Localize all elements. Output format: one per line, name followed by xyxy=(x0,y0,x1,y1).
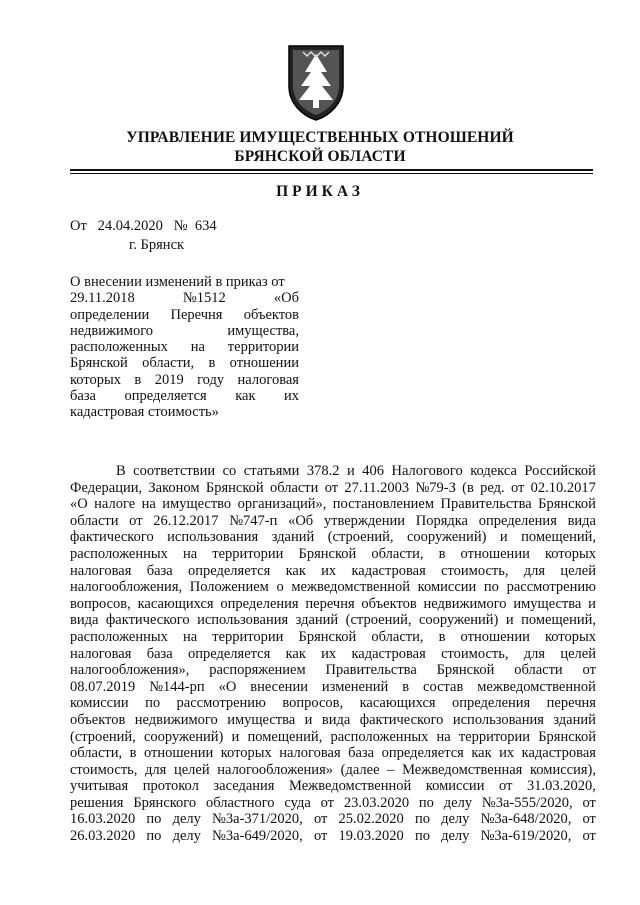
word: которых xyxy=(544,545,596,562)
word: Положением xyxy=(189,579,269,596)
word: кодекса xyxy=(470,463,517,479)
body-line xyxy=(70,480,596,497)
word: от xyxy=(320,794,335,811)
word: суда xyxy=(284,794,311,811)
word: делу xyxy=(172,828,201,845)
word: от xyxy=(129,512,143,529)
body-line xyxy=(70,679,596,696)
word: от xyxy=(510,479,525,496)
word: и xyxy=(347,463,355,479)
word: зданий xyxy=(553,711,596,728)
word: 25.02.2020 xyxy=(338,811,404,828)
word: по xyxy=(483,579,499,596)
word: заседания xyxy=(213,778,275,795)
word: которых xyxy=(70,371,122,388)
word: территории xyxy=(212,628,284,645)
word: недвижимого xyxy=(70,322,154,339)
word: областного xyxy=(205,794,275,811)
body-line xyxy=(70,612,596,629)
word: от xyxy=(582,828,596,845)
word: определяется xyxy=(187,645,271,662)
word: по xyxy=(146,811,162,828)
word: которых xyxy=(220,745,272,762)
word: налоге xyxy=(94,496,136,513)
word: №144-рп xyxy=(149,678,205,695)
word: по xyxy=(414,828,430,845)
word: году xyxy=(197,371,225,388)
word: расположенных xyxy=(70,628,168,645)
word: Брянской xyxy=(205,479,264,496)
word: стоимость, xyxy=(70,761,138,778)
word: определения xyxy=(452,695,531,712)
body-line xyxy=(70,463,596,480)
body-line xyxy=(70,579,596,596)
word: вопросов, xyxy=(70,595,131,612)
word: Брянской xyxy=(70,355,128,372)
word: в xyxy=(134,371,142,388)
word: «О xyxy=(70,496,88,513)
body-line xyxy=(70,662,596,679)
word: комиссии xyxy=(70,695,129,712)
word: кадастровая xyxy=(521,745,596,762)
word: для xyxy=(523,645,546,662)
word: объектов xyxy=(243,306,299,323)
word: Правительства xyxy=(325,662,417,679)
word: рассмотрению xyxy=(506,579,596,596)
word: отношении xyxy=(460,628,530,645)
word: вида xyxy=(567,512,596,529)
header-rule-thin xyxy=(70,173,593,174)
order-subject xyxy=(70,274,299,421)
word: отношении xyxy=(460,545,530,562)
body-line xyxy=(70,795,596,812)
word: №3а-555/2020, xyxy=(481,794,573,811)
word: от xyxy=(313,828,328,845)
word: Законом xyxy=(148,479,200,496)
word: фактического xyxy=(105,612,190,629)
word: 27.11.2003 xyxy=(344,479,410,496)
word: фактического xyxy=(359,711,444,728)
word: области xyxy=(269,479,319,496)
word: налогообложения», xyxy=(70,662,190,679)
word: комиссия), xyxy=(530,761,596,778)
word: объектов xyxy=(70,711,126,728)
body-line xyxy=(70,529,596,546)
body-line xyxy=(70,563,596,580)
word: №1512 xyxy=(182,290,226,307)
word: о xyxy=(276,579,284,596)
word: вида xyxy=(321,711,351,728)
word: 16.03.2020 xyxy=(70,811,136,828)
word: от xyxy=(499,778,513,795)
body-line xyxy=(70,778,596,795)
word: определении xyxy=(70,306,150,323)
word: имущества, xyxy=(227,322,299,339)
word: как xyxy=(235,388,256,405)
bryansk-coat-of-arms-icon xyxy=(281,40,351,122)
word: Федерации, xyxy=(70,479,143,496)
word: по xyxy=(414,811,430,828)
word: Брянской xyxy=(298,628,357,645)
word: в xyxy=(438,628,446,645)
body-line xyxy=(70,745,596,762)
word: вида xyxy=(70,612,99,629)
word: ред. xyxy=(480,479,505,496)
word: статьями xyxy=(243,463,300,479)
word: со xyxy=(222,463,237,479)
word: Брянской xyxy=(436,662,495,679)
word: отношении xyxy=(229,355,299,372)
word: недвижимого xyxy=(423,595,507,612)
word: Брянской xyxy=(538,728,596,745)
word: (строений, xyxy=(327,529,394,546)
word: для xyxy=(523,562,546,579)
order-city: г. Брянск xyxy=(129,237,185,253)
word: их xyxy=(283,388,299,405)
word: области xyxy=(514,662,563,679)
word: налогообложения» xyxy=(217,761,333,778)
word: области, xyxy=(70,745,123,762)
word: кадастровая xyxy=(351,645,426,662)
word: на xyxy=(436,728,451,745)
word: (строений, xyxy=(70,728,136,745)
word: стоимость, xyxy=(441,562,509,579)
word: сооружений) xyxy=(418,612,499,629)
word: территории xyxy=(212,545,284,562)
word: по xyxy=(418,794,434,811)
word: касающихся xyxy=(359,695,436,712)
word: 31.03.2020, xyxy=(527,778,596,795)
word: фактического xyxy=(70,529,154,546)
org-name-line-1: УПРАВЛЕНИЕ ИМУЩЕСТВЕННЫХ ОТНОШЕНИЙ xyxy=(126,129,514,146)
subject-line xyxy=(70,339,299,355)
word: имущество xyxy=(162,496,232,513)
body-line xyxy=(70,762,596,779)
word: расположенных xyxy=(70,339,168,356)
word: помещений, xyxy=(521,612,596,629)
word: от xyxy=(313,811,328,828)
word: №3а-371/2020, xyxy=(212,811,303,828)
word: налоговая xyxy=(70,645,132,662)
word: на xyxy=(141,496,156,513)
word: комиссии xyxy=(417,579,477,596)
word: на xyxy=(190,339,205,356)
word: постановлением xyxy=(332,496,435,513)
word: их xyxy=(321,645,337,662)
word: как xyxy=(471,745,492,762)
document-type-title: ПРИКАЗ xyxy=(276,183,364,200)
word: их xyxy=(499,745,515,762)
body-line xyxy=(70,646,596,663)
word: как xyxy=(285,645,306,662)
word: 406 xyxy=(362,463,385,479)
subject-line xyxy=(70,323,299,339)
word: как xyxy=(285,562,306,579)
word: налогообложения, xyxy=(70,579,183,596)
word: учитывая xyxy=(70,778,129,795)
word: база xyxy=(146,645,173,662)
body-line xyxy=(70,811,596,828)
word: в xyxy=(208,355,216,372)
word: 19.03.2020 xyxy=(338,828,404,845)
word: целей xyxy=(560,645,596,662)
word: 29.11.2018 xyxy=(70,290,135,307)
word: №3а-648/2020, xyxy=(480,811,572,828)
word: «Об xyxy=(273,290,299,307)
word: территории xyxy=(458,728,531,745)
word: налоговая xyxy=(279,745,341,762)
word: (в xyxy=(462,479,474,496)
word: №79-З xyxy=(415,479,456,496)
body-line xyxy=(70,828,596,845)
word: сооружений) xyxy=(406,529,487,546)
word: утверждении xyxy=(323,512,406,529)
word: протокол xyxy=(142,778,199,795)
word: и xyxy=(231,728,240,745)
word: перечня xyxy=(546,695,596,712)
word: на xyxy=(182,545,198,562)
subject-line xyxy=(70,388,299,404)
word: Правительства xyxy=(440,496,532,513)
word: определяется xyxy=(381,745,464,762)
word: области, xyxy=(371,545,424,562)
word: В xyxy=(116,463,126,479)
word: №3а-619/2020, xyxy=(480,828,572,845)
word: соответствии xyxy=(133,463,216,479)
word: 23.03.2020 xyxy=(343,794,410,811)
order-body-text xyxy=(70,463,596,845)
header-rule-thick xyxy=(70,169,593,171)
word: которых xyxy=(544,628,596,645)
subject-line xyxy=(70,274,299,290)
word: 2019 xyxy=(154,371,184,388)
word: помещений, xyxy=(521,529,596,546)
word: межведомственной xyxy=(291,579,411,596)
word: №3а-649/2020, xyxy=(212,828,303,845)
word: «Об xyxy=(288,512,314,529)
word: в xyxy=(129,745,137,762)
word: Перечня xyxy=(170,306,223,323)
word: (далее xyxy=(340,761,380,778)
word: вопросов, xyxy=(282,695,344,712)
word: определяется xyxy=(124,388,207,405)
word: кадастровая стоимость» xyxy=(70,404,219,421)
word: состав xyxy=(423,678,464,695)
word: использования xyxy=(452,711,544,728)
word: О внесении изменений в приказ от xyxy=(70,274,285,290)
subject-line xyxy=(70,290,299,306)
word: зданий xyxy=(295,612,339,629)
word: использования xyxy=(167,529,259,546)
word: недвижимого xyxy=(134,711,218,728)
body-line xyxy=(70,546,596,563)
word: налоговая xyxy=(70,562,132,579)
word: налоговая xyxy=(237,371,299,388)
word: по xyxy=(146,828,162,845)
word: Налогового xyxy=(391,463,463,479)
word: и xyxy=(588,595,596,612)
word: №747-п xyxy=(229,512,278,529)
word: и xyxy=(505,612,514,629)
word: Межведомственной xyxy=(289,778,412,795)
word: межведомственной xyxy=(477,678,596,695)
word: по xyxy=(145,695,161,712)
subject-line xyxy=(70,307,299,323)
word: 02.10.2017 xyxy=(530,479,596,496)
word: целей xyxy=(173,761,210,778)
word: использования xyxy=(197,612,289,629)
word: области, xyxy=(371,628,424,645)
word: решения xyxy=(70,794,124,811)
word: и xyxy=(499,529,508,546)
word: зданий xyxy=(271,529,315,546)
word: – xyxy=(387,761,395,778)
word: их xyxy=(321,562,337,579)
body-line xyxy=(70,629,596,646)
body-line xyxy=(70,496,596,513)
word: от xyxy=(582,662,596,679)
word: определяется xyxy=(187,562,271,579)
word: делу xyxy=(441,811,470,828)
word: на xyxy=(182,628,198,645)
word: Российской xyxy=(524,463,596,479)
order-date-number: От 24.04.2020 № 634 xyxy=(70,218,217,234)
word: в xyxy=(402,678,410,695)
word: от xyxy=(324,479,339,496)
word: организаций», xyxy=(237,496,327,513)
word: касающихся xyxy=(137,595,214,612)
word: внесении xyxy=(250,678,308,695)
word: база xyxy=(348,745,375,762)
word: Брянского xyxy=(133,794,197,811)
word: от xyxy=(582,811,596,828)
word: Межведомственная xyxy=(402,761,523,778)
word: сооружений) xyxy=(143,728,224,745)
word: территории xyxy=(227,339,299,356)
body-line xyxy=(70,712,596,729)
word: 378.2 xyxy=(306,463,340,479)
word: от xyxy=(582,794,596,811)
word: для xyxy=(145,761,167,778)
word: Порядка xyxy=(415,512,468,529)
subject-line xyxy=(70,355,299,371)
word: кадастровая xyxy=(351,562,426,579)
word: Брянской xyxy=(298,545,357,562)
word: области xyxy=(70,512,119,529)
word: целей xyxy=(560,562,596,579)
word: комиссии xyxy=(425,778,485,795)
word: рассмотрению xyxy=(176,695,266,712)
body-line xyxy=(70,596,596,613)
word: база xyxy=(146,562,173,579)
word: 26.03.2020 xyxy=(70,828,136,845)
word: база xyxy=(70,388,96,405)
subject-line xyxy=(70,404,299,420)
word: изменений xyxy=(321,678,389,695)
word: в xyxy=(438,545,446,562)
word: делу xyxy=(172,811,201,828)
body-line xyxy=(70,695,596,712)
word: делу xyxy=(443,794,473,811)
word: области, xyxy=(142,355,195,372)
word: расположенных xyxy=(330,728,429,745)
word: распоряжением xyxy=(209,662,306,679)
word: определения xyxy=(220,595,299,612)
word: расположенных xyxy=(70,545,168,562)
body-line xyxy=(70,513,596,530)
word: отношении xyxy=(143,745,214,762)
word: стоимость, xyxy=(441,645,509,662)
word: Брянской xyxy=(538,496,596,513)
word: «О xyxy=(218,678,237,695)
org-name-line-2: БРЯНСКОЙ ОБЛАСТИ xyxy=(234,148,406,165)
word: имущества xyxy=(513,595,582,612)
body-line xyxy=(70,729,596,746)
word: перечня xyxy=(305,595,355,612)
word: 26.12.2017 xyxy=(153,512,219,529)
word: объектов xyxy=(361,595,417,612)
word: помещений, xyxy=(247,728,323,745)
word: определения xyxy=(478,512,557,529)
subject-line xyxy=(70,372,299,388)
word: (строений, xyxy=(345,612,412,629)
word: 08.07.2019 xyxy=(70,678,136,695)
word: имущества xyxy=(227,711,296,728)
word: и xyxy=(304,711,313,728)
word: делу xyxy=(441,828,470,845)
